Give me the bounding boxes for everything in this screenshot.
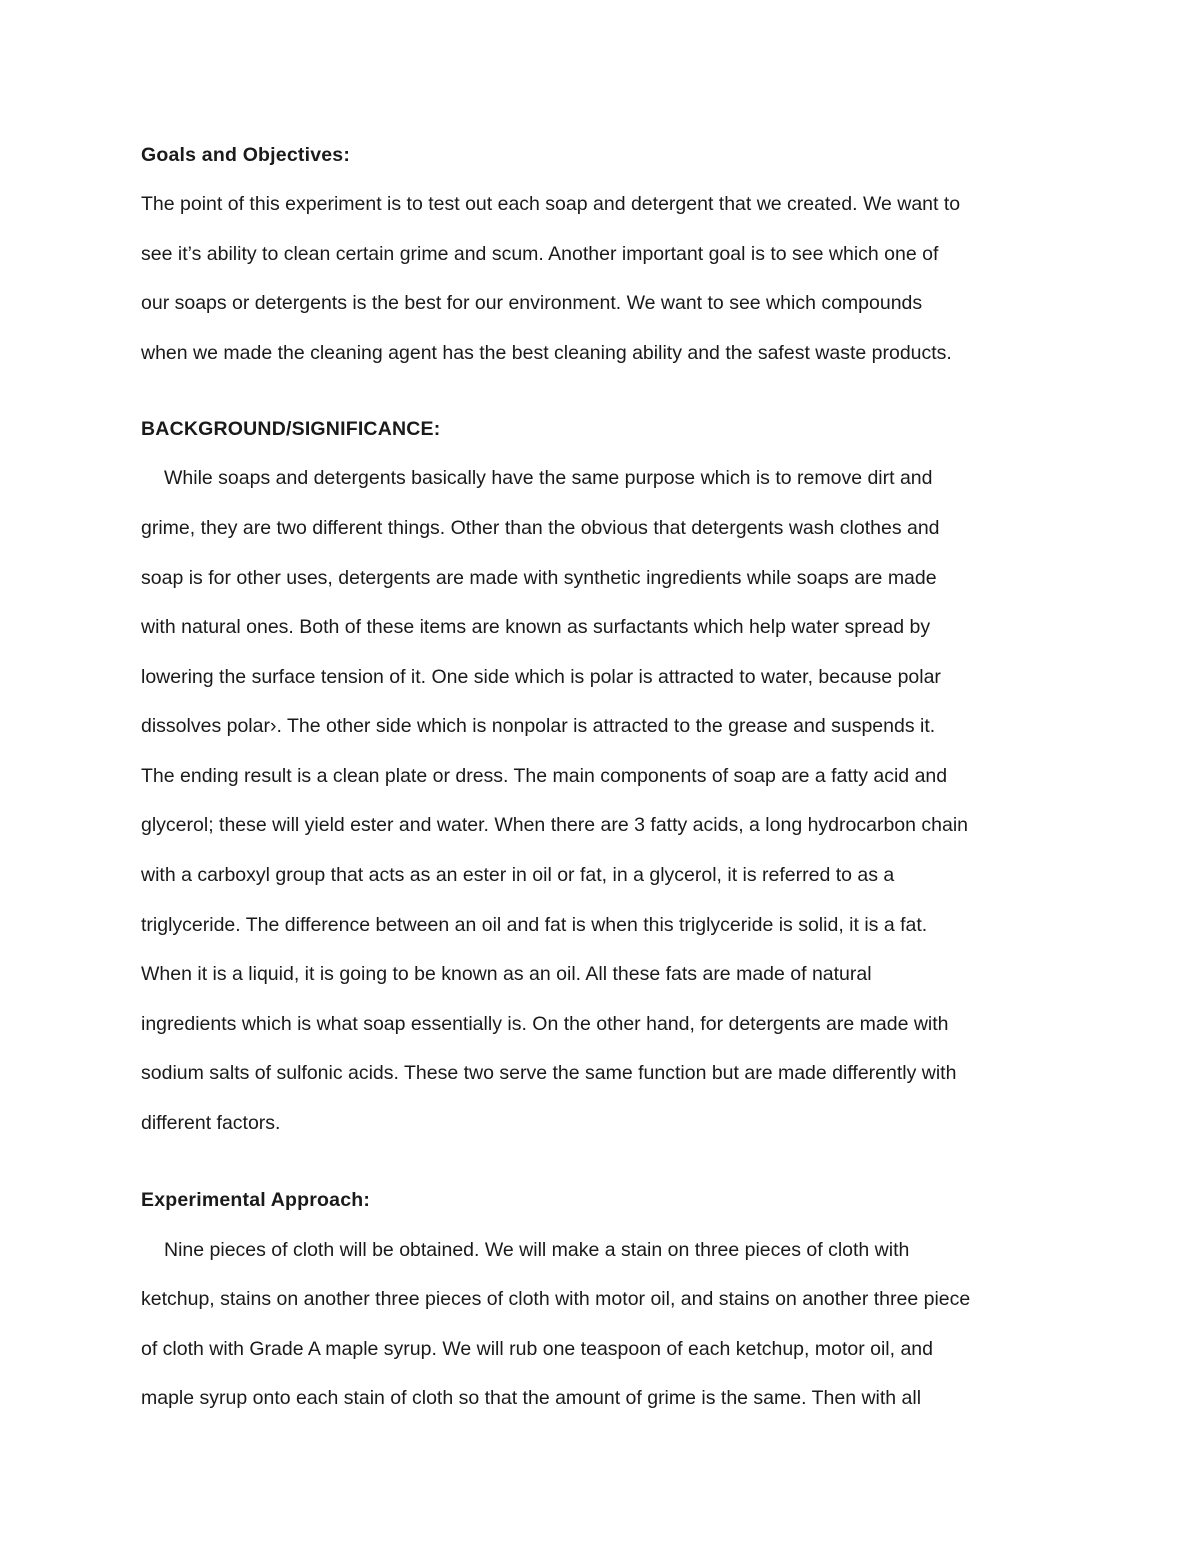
- background-line-8: glycerol; these will yield ester and water. When there are 3 fatty acids, a long hydrocarbon chain: [141, 814, 969, 836]
- background-line-4: with natural ones. Both of these items are known as surfactants which help water spread by: [141, 616, 931, 638]
- background-line-6: dissolves polar›. The other side which is nonpolar is attracted to the grease and suspends it.: [141, 715, 936, 737]
- goals-line-1: The point of this experiment is to test out each soap and detergent that we created. We want to: [141, 193, 961, 215]
- goals-line-2: see it’s ability to clean certain grime and scum. Another important goal is to see which one of: [141, 243, 939, 265]
- background-heading: BACKGROUND/SIGNIFICANCE:: [141, 418, 441, 440]
- goals-line-3: our soaps or detergents is the best for our environment. We want to see which compounds: [141, 292, 923, 314]
- approach-heading: Experimental Approach:: [141, 1189, 371, 1211]
- approach-line-2: ketchup, stains on another three pieces of cloth with motor oil, and stains on another three piece: [141, 1288, 971, 1310]
- background-line-14: different factors.: [141, 1112, 281, 1134]
- goals-heading: Goals and Objectives:: [141, 144, 351, 166]
- background-line-9: with a carboxyl group that acts as an ester in oil or fat, in a glycerol, it is referred to as a: [141, 864, 895, 886]
- approach-line-3: of cloth with Grade A maple syrup. We will rub one teaspoon of each ketchup, motor oil, and: [141, 1338, 933, 1360]
- background-line-12: ingredients which is what soap essentially is. On the other hand, for detergents are made with: [141, 1013, 949, 1035]
- approach-line-1: Nine pieces of cloth will be obtained. We will make a stain on three pieces of cloth with: [164, 1239, 910, 1261]
- background-line-7: The ending result is a clean plate or dress. The main components of soap are a fatty acid and: [141, 765, 948, 787]
- background-line-1: While soaps and detergents basically have the same purpose which is to remove dirt and: [164, 467, 933, 489]
- background-line-11: When it is a liquid, it is going to be known as an oil. All these fats are made of natural: [141, 963, 872, 985]
- background-line-13: sodium salts of sulfonic acids. These two serve the same function but are made differently with: [141, 1062, 957, 1084]
- background-line-2: grime, they are two different things. Other than the obvious that detergents wash clothes and: [141, 517, 940, 539]
- approach-line-4: maple syrup onto each stain of cloth so that the amount of grime is the same. Then with all: [141, 1387, 922, 1409]
- background-line-10: triglyceride. The difference between an oil and fat is when this triglyceride is solid, it is a fat.: [141, 914, 928, 936]
- background-line-3: soap is for other uses, detergents are made with synthetic ingredients while soaps are made: [141, 567, 937, 589]
- background-line-5: lowering the surface tension of it. One side which is polar is attracted to water, because polar: [141, 666, 941, 688]
- goals-line-4: when we made the cleaning agent has the best cleaning ability and the safest waste products.: [141, 342, 952, 364]
